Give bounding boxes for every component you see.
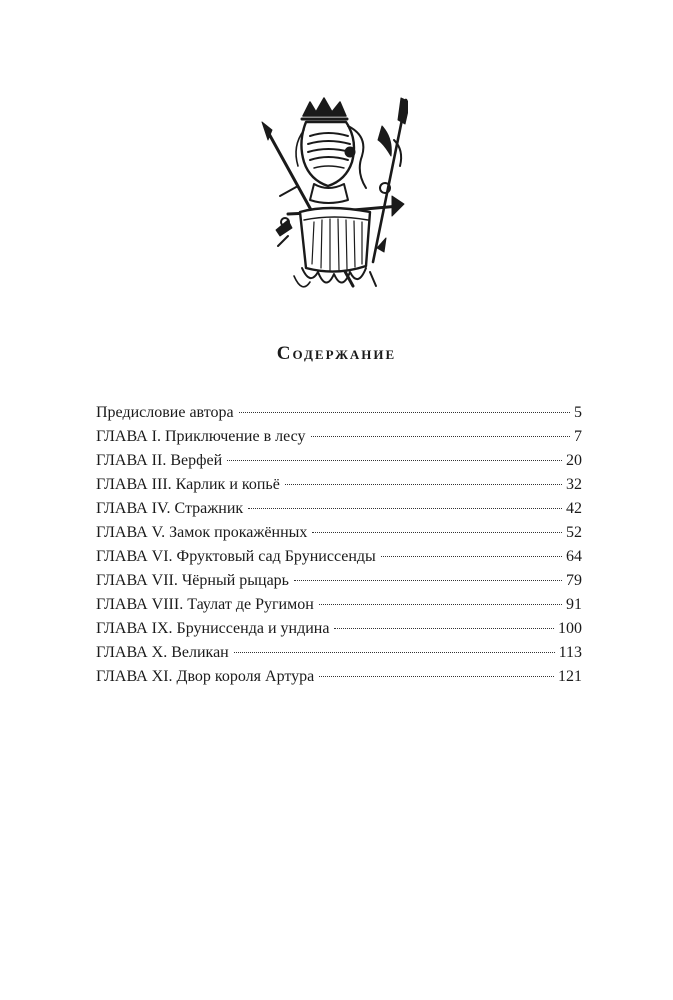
toc-entry-title: ГЛАВА V. Замок прокажённых <box>96 524 308 541</box>
toc-entry-title: ГЛАВА VII. Чёрный рыцарь <box>96 572 289 589</box>
dot-leader <box>248 508 562 509</box>
toc-entry[interactable] <box>96 593 582 617</box>
toc-entry[interactable] <box>96 473 582 497</box>
dot-leader <box>227 460 562 461</box>
dot-leader <box>334 628 554 629</box>
toc-entry-title: ГЛАВА II. Верфей <box>96 452 223 469</box>
dot-leader <box>319 604 562 605</box>
toc-entry-title: ГЛАВА IX. Бруниссенда и ундина <box>96 620 330 637</box>
toc-entry-title: ГЛАВА III. Карлик и копьё <box>96 476 280 493</box>
toc-entry-page: 32 <box>566 476 582 493</box>
toc-entry[interactable] <box>96 401 582 425</box>
toc-entry-page: 100 <box>558 620 582 637</box>
toc-entry-page: 7 <box>574 428 582 445</box>
toc-entry-title: ГЛАВА IV. Стражник <box>96 500 244 517</box>
toc-entry-page: 79 <box>566 572 582 589</box>
dot-leader <box>239 412 570 413</box>
toc-entry-page: 64 <box>566 548 582 565</box>
toc-entry[interactable] <box>96 449 582 473</box>
toc-entry-page: 5 <box>574 404 582 421</box>
toc-entry-page: 20 <box>566 452 582 469</box>
knight-armor-trophy-icon <box>258 96 408 298</box>
toc-entry-page: 52 <box>566 524 582 541</box>
dot-leader <box>312 532 562 533</box>
toc-entry-title: ГЛАВА XI. Двор короля Артура <box>96 668 315 685</box>
toc-entry-title: ГЛАВА X. Великан <box>96 644 229 661</box>
toc-entry-page: 42 <box>566 500 582 517</box>
table-of-contents <box>96 401 582 689</box>
dot-leader <box>319 676 554 677</box>
toc-entry[interactable] <box>96 425 582 449</box>
toc-entry[interactable] <box>96 545 582 569</box>
page-title: Содержание <box>276 343 397 364</box>
toc-entry-title: ГЛАВА I. Приключение в лесу <box>96 428 306 445</box>
dot-leader <box>234 652 555 653</box>
dot-leader <box>311 436 570 437</box>
dot-leader <box>294 580 562 581</box>
toc-entry-title: ГЛАВА VI. Фруктовый сад Бруниссенды <box>96 548 376 565</box>
toc-entry-page: 113 <box>558 644 582 661</box>
dot-leader <box>285 484 562 485</box>
toc-entry[interactable] <box>96 521 582 545</box>
toc-entry-title: ГЛАВА VIII. Таулат де Ругимон <box>96 596 314 613</box>
toc-entry-title: Предисловие автора <box>96 404 234 421</box>
toc-entry[interactable] <box>96 497 582 521</box>
toc-entry[interactable] <box>96 665 582 689</box>
dot-leader <box>381 556 562 557</box>
toc-entry[interactable] <box>96 617 582 641</box>
toc-entry-page: 121 <box>558 668 582 685</box>
toc-entry-page: 91 <box>566 596 582 613</box>
toc-entry[interactable] <box>96 569 582 593</box>
toc-entry[interactable] <box>96 641 582 665</box>
